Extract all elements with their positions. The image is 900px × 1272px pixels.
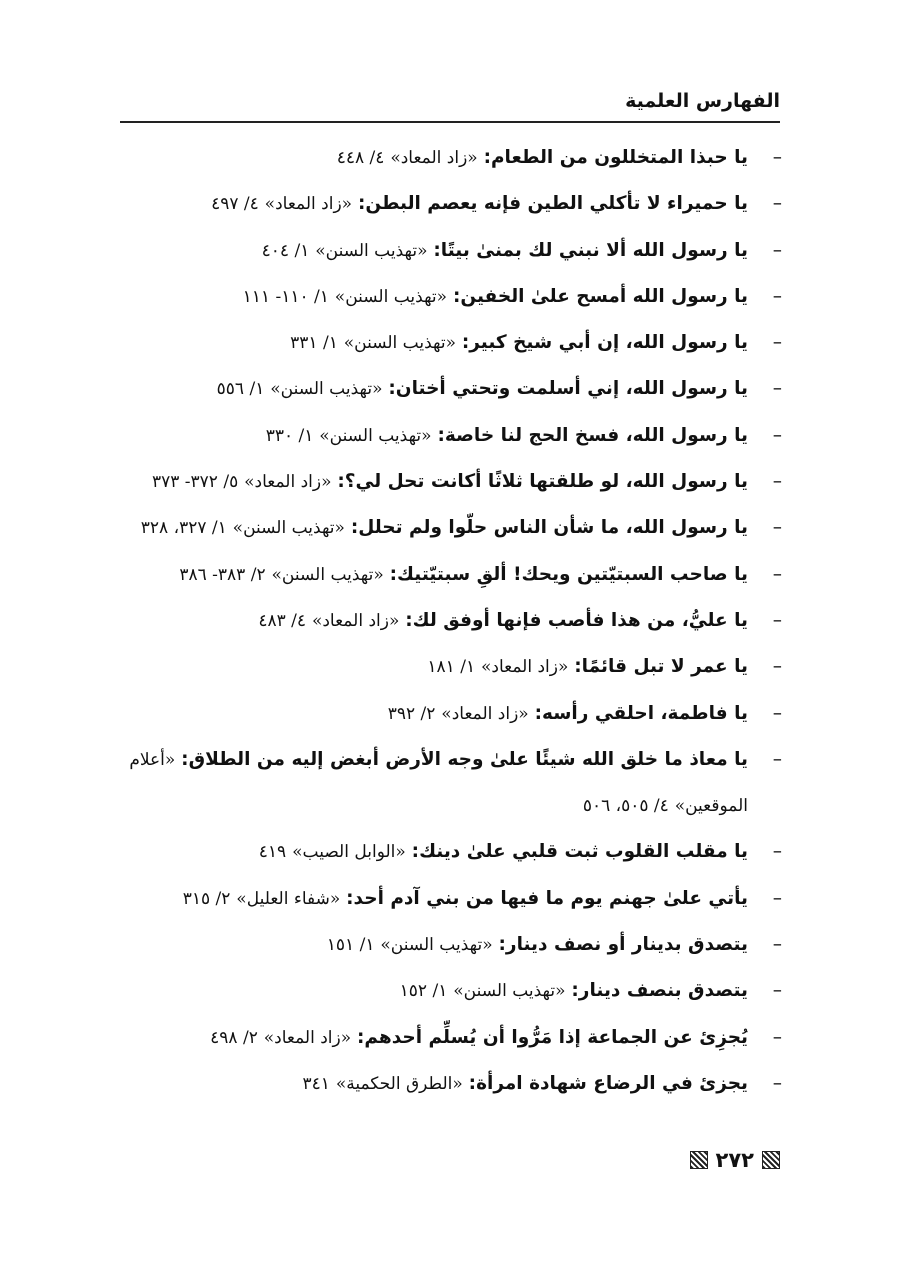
bullet-dash: –	[772, 285, 782, 307]
page-reference: ١/ ٥٥٦	[216, 379, 265, 400]
bullet-dash: –	[772, 656, 782, 678]
page-reference: ٢/ ٤٩٨	[210, 1027, 258, 1048]
list-item	[110, 737, 782, 830]
source-reference: «زاد المعاد»	[480, 657, 569, 678]
hadith-text: يا رسول الله أمسح علىٰ الخفين:	[452, 285, 748, 307]
page-reference: ٢/ ٣٨٣- ٣٨٦	[179, 564, 266, 585]
page-reference: ١/ ٣٢٧، ٣٢٨	[140, 518, 227, 539]
page-footer	[120, 1148, 780, 1188]
hadith-text: يا عمر لا تبل قائمًا:	[574, 656, 748, 678]
square-ornament-icon	[762, 1151, 780, 1169]
source-reference: «أعلام الموقعين»	[129, 749, 748, 817]
bullet-dash: –	[772, 1026, 782, 1048]
source-reference: «تهذيب السنن»	[343, 333, 456, 354]
list-item	[110, 829, 782, 875]
bullet-dash: –	[772, 332, 782, 354]
page-number-group	[690, 1148, 780, 1172]
list-item	[110, 876, 782, 922]
hadith-text: يا عليُّ، من هذا فأصب فإنها أوفق لك:	[405, 609, 748, 631]
bullet-dash: –	[772, 887, 782, 909]
list-item	[110, 274, 782, 320]
bullet-dash: –	[772, 980, 782, 1002]
page-header	[120, 88, 780, 122]
page-reference: ١/ ١٨١	[427, 657, 476, 678]
source-reference: «تهذيب السنن»	[319, 425, 432, 446]
hadith-text: يا رسول الله، ما شأن الناس حلّوا ولم تحلل:	[350, 517, 748, 539]
list-item	[110, 598, 782, 644]
list-item	[110, 320, 782, 366]
list-item	[110, 505, 782, 551]
page-reference: ٣٤١	[302, 1073, 330, 1094]
source-reference: «زاد المعاد»	[244, 472, 332, 493]
source-reference: «تهذيب السنن»	[315, 240, 428, 261]
page-reference: ٤١٩	[258, 842, 287, 863]
list-item	[110, 644, 782, 690]
bullet-dash: –	[772, 1072, 782, 1094]
bullet-dash: –	[772, 147, 782, 168]
hadith-text: يا مقلب القلوب ثبت قلبي علىٰ دينك:	[411, 841, 748, 863]
page-reference: ٤/ ٥٠٥، ٥٠٦	[582, 796, 669, 817]
bullet-dash: –	[772, 517, 782, 539]
hadith-text: يا حميراء لا تأكلي الطين فإنه يعصم البطن:	[357, 193, 748, 215]
hadith-text: يا حبذا المتخللون من الطعام:	[483, 147, 748, 168]
hadith-index-list	[110, 135, 782, 1107]
source-reference: «زاد المعاد»	[311, 610, 400, 631]
bullet-dash: –	[772, 748, 782, 770]
hadith-text: يا رسول الله، فسخ الحج لنا خاصة:	[437, 424, 748, 446]
source-reference: «الوابل الصيب»	[292, 842, 406, 863]
list-item	[110, 413, 782, 459]
list-item	[110, 968, 782, 1014]
source-reference: «تهذيب السنن»	[270, 379, 383, 400]
page-reference: ١/ ٣٣٠	[265, 425, 314, 446]
page-reference: ٢/ ٣١٥	[182, 888, 231, 909]
hadith-text: يا رسول الله، لو طلقتها ثلاثًا أكانت تحل لي؟:	[337, 471, 748, 493]
page-title: الفهارس العلمية	[625, 90, 780, 112]
hadith-text: يا رسول الله، إن أبي شيخ كبير:	[461, 332, 748, 354]
source-reference: «شفاء العليل»	[236, 888, 341, 909]
source-reference: «الطرق الحكمية»	[335, 1073, 463, 1094]
hadith-text: يا رسول الله، إني أسلمت وتحتي أختان:	[388, 378, 748, 400]
page-reference: ١/ ٣٣١	[290, 333, 338, 354]
list-item	[110, 1015, 782, 1061]
list-item	[110, 459, 782, 505]
hadith-text: يُجزِئ عن الجماعة إذا مَرُّوا أن يُسلِّم أحدهم:	[357, 1026, 748, 1048]
source-reference: «تهذيب السنن»	[271, 564, 384, 585]
list-item	[110, 922, 782, 968]
square-ornament-icon	[690, 1151, 708, 1169]
list-item	[110, 228, 782, 274]
bullet-dash: –	[772, 563, 782, 585]
source-reference: «زاد المعاد»	[264, 194, 353, 215]
page-reference: ١/ ١٥١	[326, 935, 375, 956]
page-reference: ٤/ ٤٨٣	[258, 610, 307, 631]
page-number: ٢٧٢	[715, 1148, 754, 1172]
bullet-dash: –	[772, 378, 782, 400]
source-reference: «تهذيب السنن»	[380, 935, 493, 956]
bullet-dash: –	[772, 424, 782, 446]
page-reference: ١/ ١٥٢	[399, 981, 448, 1002]
page-reference: ٤/ ٤٤٨	[336, 148, 385, 168]
page-reference: ٤/ ٤٩٧	[211, 194, 259, 215]
hadith-text: يا رسول الله ألا نبني لك بمنىٰ بيتًا:	[433, 239, 748, 261]
list-item	[110, 181, 782, 227]
hadith-text: يا معاذ ما خلق الله شيئًا علىٰ وجه الأرض أبغض إليه من الطلاق:	[181, 748, 748, 770]
list-item	[110, 366, 782, 412]
hadith-text: يا صاحب السبتيّتين ويحك! ألقِ سبتيّتيك:	[389, 563, 748, 585]
header-divider	[120, 121, 780, 123]
source-reference: «تهذيب السنن»	[453, 981, 566, 1002]
bullet-dash: –	[772, 609, 782, 631]
page-reference: ٢/ ٣٩٢	[387, 703, 436, 724]
hadith-text: يتصدق بدينار أو نصف دينار:	[498, 934, 748, 956]
source-reference: «تهذيب السنن»	[334, 286, 448, 307]
source-reference: «زاد المعاد»	[390, 148, 478, 168]
source-reference: «تهذيب السنن»	[232, 518, 345, 539]
page-reference: ١/ ٤٠٤	[261, 240, 310, 261]
bullet-dash: –	[772, 471, 782, 493]
bullet-dash: –	[772, 702, 782, 724]
hadith-text: يا فاطمة، احلقي رأسه:	[534, 702, 748, 724]
bullet-dash: –	[772, 934, 782, 956]
hadith-text: يأتي علىٰ جهنم يوم ما فيها من بني آدم أحد:	[346, 887, 748, 909]
source-reference: «زاد المعاد»	[263, 1027, 352, 1048]
list-item	[110, 691, 782, 737]
bullet-dash: –	[772, 239, 782, 261]
page-reference: ١/ ١١٠- ١١١	[242, 286, 329, 307]
list-item	[110, 1061, 782, 1107]
hadith-text: يجزئ في الرضاع شهادة امرأة:	[468, 1072, 748, 1094]
page-reference: ٥/ ٣٧٢- ٣٧٣	[151, 472, 239, 493]
hadith-text: يتصدق بنصف دينار:	[571, 980, 748, 1002]
bullet-dash: –	[772, 193, 782, 215]
source-reference: «زاد المعاد»	[441, 703, 529, 724]
bullet-dash: –	[772, 841, 782, 863]
list-item	[110, 135, 782, 181]
list-item	[110, 552, 782, 598]
